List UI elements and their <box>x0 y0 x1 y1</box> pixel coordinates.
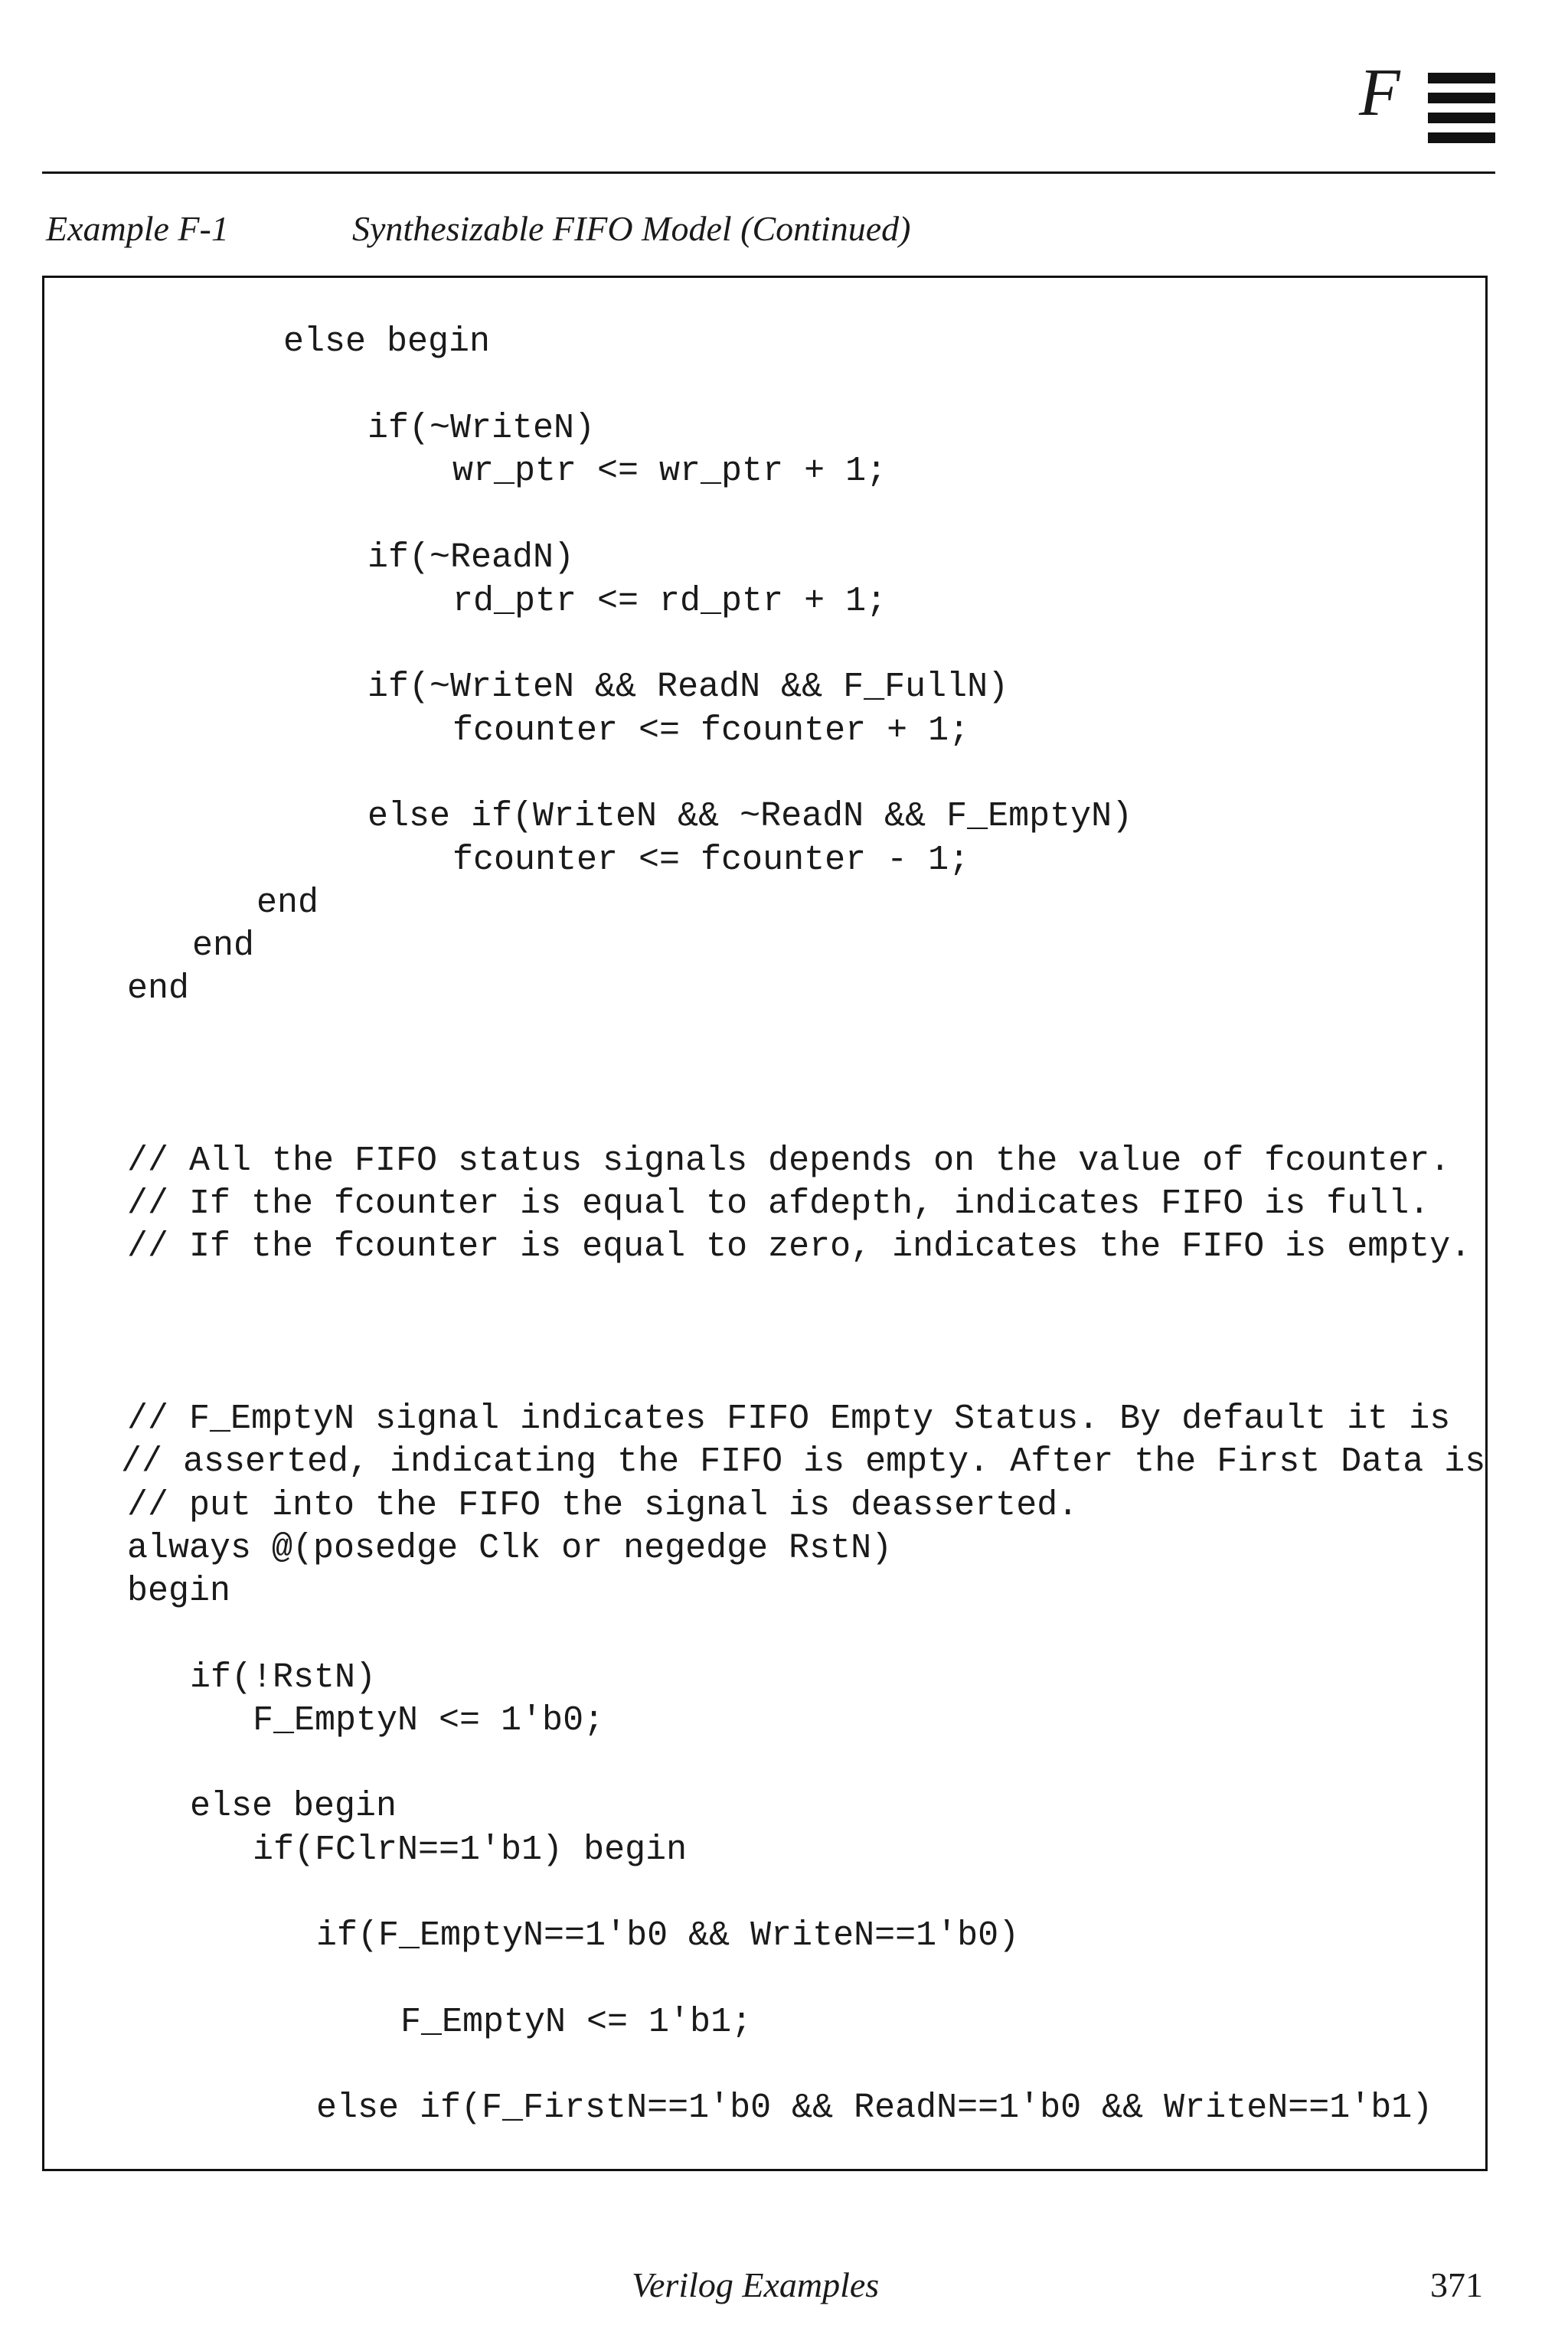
code-line: else begin <box>283 322 491 361</box>
chapter-tab-marker <box>1428 73 1495 152</box>
chapter-letter: F <box>1359 56 1400 130</box>
code-comment: // If the fcounter is equal to zero, indicates the FIFO is empty. <box>127 1227 1472 1266</box>
code-line: if(!RstN) <box>190 1658 377 1697</box>
code-line: fcounter <= fcounter - 1; <box>452 841 970 880</box>
code-comment: // F_EmptyN signal indicates FIFO Empty Status. By default it is <box>127 1399 1451 1439</box>
code-comment: // If the fcounter is equal to afdepth, indicates FIFO is full. <box>127 1184 1430 1223</box>
code-line: else if(F_FirstN==1'b0 && ReadN==1'b0 && WriteN==1'b1) <box>316 2088 1433 2128</box>
code-line: end <box>127 969 190 1008</box>
code-line: always @(posedge Clk or negedge RstN) <box>127 1529 893 1568</box>
code-line: begin <box>127 1572 231 1611</box>
tab-bar <box>1428 132 1495 143</box>
code-line: end <box>192 926 255 965</box>
example-label: Example F-1 <box>46 209 229 248</box>
code-line: fcounter <= fcounter + 1; <box>452 711 970 750</box>
code-line: else if(WriteN && ~ReadN && F_EmptyN) <box>368 797 1133 836</box>
header-rule <box>42 171 1495 174</box>
code-line: end <box>256 883 319 923</box>
code-line: if(~ReadN) <box>368 538 575 577</box>
tab-bar <box>1428 93 1495 103</box>
code-comment: // put into the FIFO the signal is deasserted. <box>127 1486 1079 1525</box>
code-line: else begin <box>190 1787 397 1826</box>
code-line: if(F_EmptyN==1'b0 && WriteN==1'b0) <box>316 1916 1020 1955</box>
tab-bar <box>1428 113 1495 123</box>
code-comment: // All the FIFO status signals depends on the value of fcounter. <box>127 1141 1451 1181</box>
code-line: if(~WriteN && ReadN && F_FullN) <box>368 668 1009 707</box>
code-listing-box <box>42 276 1488 2171</box>
page-number: 371 <box>1430 2265 1483 2304</box>
code-line: F_EmptyN <= 1'b1; <box>400 2003 753 2042</box>
code-line: if(FClrN==1'b1) begin <box>253 1830 688 1870</box>
code-comment: // asserted, indicating the FIFO is empty. After the First Data is <box>121 1442 1486 1481</box>
tab-bar <box>1428 73 1495 83</box>
code-line: F_EmptyN <= 1'b0; <box>253 1701 605 1740</box>
footer-title: Verilog Examples <box>632 2265 880 2304</box>
code-line: wr_ptr <= wr_ptr + 1; <box>452 452 887 491</box>
code-line: rd_ptr <= rd_ptr + 1; <box>452 582 887 621</box>
example-title: Synthesizable FIFO Model (Continued) <box>352 209 911 248</box>
code-line: if(~WriteN) <box>368 409 596 448</box>
